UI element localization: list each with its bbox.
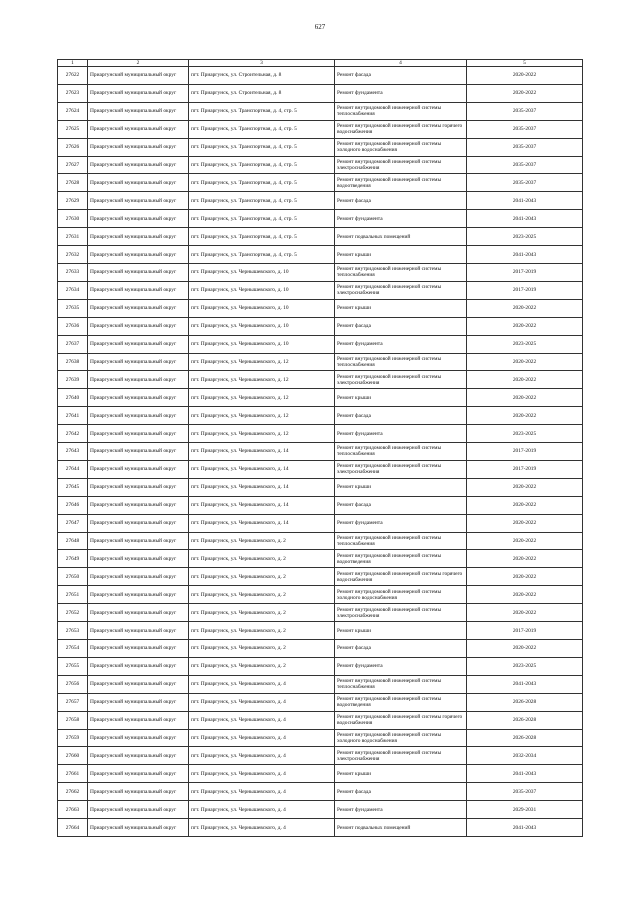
period-cell: 2020-2022 xyxy=(467,550,583,568)
row-number-cell: 27658 xyxy=(58,711,88,729)
column-number-row xyxy=(58,60,583,67)
period-cell: 2023-2025 xyxy=(467,228,583,246)
municipality-cell: Приаргунский муниципальный округ xyxy=(88,783,189,801)
period-cell: 2020-2022 xyxy=(467,640,583,658)
municipality-cell: Приаргунский муниципальный округ xyxy=(88,102,189,120)
table-row xyxy=(58,371,583,389)
period-cell: 2032-2034 xyxy=(467,747,583,765)
row-number-cell: 27661 xyxy=(58,765,88,783)
period-cell: 2020-2022 xyxy=(467,514,583,532)
work-type-cell: Ремонт фасада xyxy=(335,317,467,335)
municipality-cell: Приаргунский муниципальный округ xyxy=(88,729,189,747)
municipality-cell: Приаргунский муниципальный округ xyxy=(88,389,189,407)
table-row xyxy=(58,317,583,335)
table-row xyxy=(58,407,583,425)
municipality-cell: Приаргунский муниципальный округ xyxy=(88,138,189,156)
period-cell: 2020-2022 xyxy=(467,532,583,550)
row-number-cell: 27660 xyxy=(58,747,88,765)
period-cell: 2041-2043 xyxy=(467,819,583,837)
page-number: 627 xyxy=(314,23,326,31)
municipality-cell: Приаргунский муниципальный округ xyxy=(88,281,189,299)
address-cell: пгт. Приаргунск, ул. Чернышевского, д. 2 xyxy=(189,532,335,550)
period-cell: 2035-2037 xyxy=(467,120,583,138)
work-type-cell: Ремонт внутридомовой инженерной системы теплоснабжения xyxy=(335,102,467,120)
address-cell: пгт. Приаргунск, ул. Чернышевского, д. 14 xyxy=(189,496,335,514)
table-row xyxy=(58,263,583,281)
work-type-cell: Ремонт фасада xyxy=(335,783,467,801)
column-header: 4 xyxy=(335,60,467,67)
period-cell: 2020-2022 xyxy=(467,67,583,85)
address-cell: пгт. Приаргунск, ул. Чернышевского, д. 4 xyxy=(189,747,335,765)
address-cell: пгт. Приаргунск, ул. Чернышевского, д. 14 xyxy=(189,478,335,496)
work-type-cell: Ремонт внутридомовой инженерной системы электроснабжения xyxy=(335,460,467,478)
column-header: 3 xyxy=(189,60,335,67)
address-cell: пгт. Приаргунск, ул. Транспортная, д. 4, стр. 5 xyxy=(189,156,335,174)
municipality-cell: Приаргунский муниципальный округ xyxy=(88,425,189,443)
work-type-cell: Ремонт фундамента xyxy=(335,425,467,443)
row-number-cell: 27649 xyxy=(58,550,88,568)
column-header: 5 xyxy=(467,60,583,67)
row-number-cell: 27624 xyxy=(58,102,88,120)
period-cell: 2023-2025 xyxy=(467,335,583,353)
work-type-cell: Ремонт крыши xyxy=(335,389,467,407)
work-type-cell: Ремонт внутридомовой инженерной системы электроснабжения xyxy=(335,281,467,299)
period-cell: 2035-2037 xyxy=(467,783,583,801)
repair-schedule-table xyxy=(57,59,583,837)
row-number-cell: 27639 xyxy=(58,371,88,389)
work-type-cell: Ремонт внутридомовой инженерной системы водоотведения xyxy=(335,174,467,192)
row-number-cell: 27650 xyxy=(58,568,88,586)
period-cell: 2035-2037 xyxy=(467,138,583,156)
table-row xyxy=(58,783,583,801)
municipality-cell: Приаргунский муниципальный округ xyxy=(88,711,189,729)
row-number-cell: 27622 xyxy=(58,67,88,85)
row-number-cell: 27662 xyxy=(58,783,88,801)
municipality-cell: Приаргунский муниципальный округ xyxy=(88,67,189,85)
address-cell: пгт. Приаргунск, ул. Чернышевского, д. 2 xyxy=(189,622,335,640)
row-number-cell: 27654 xyxy=(58,640,88,658)
municipality-cell: Приаргунский муниципальный округ xyxy=(88,460,189,478)
work-type-cell: Ремонт внутридомовой инженерной системы холодного водоснабжения xyxy=(335,586,467,604)
work-type-cell: Ремонт крыши xyxy=(335,765,467,783)
municipality-cell: Приаргунский муниципальный округ xyxy=(88,693,189,711)
row-number-cell: 27655 xyxy=(58,657,88,675)
table-row xyxy=(58,228,583,246)
table-body xyxy=(58,67,583,837)
work-type-cell: Ремонт внутридомовой инженерной системы электроснабжения xyxy=(335,604,467,622)
row-number-cell: 27651 xyxy=(58,586,88,604)
address-cell: пгт. Приаргунск, ул. Чернышевского, д. 12 xyxy=(189,389,335,407)
period-cell: 2017-2019 xyxy=(467,460,583,478)
municipality-cell: Приаргунский муниципальный округ xyxy=(88,263,189,281)
work-type-cell: Ремонт внутридомовой инженерной системы холодного водоснабжения xyxy=(335,729,467,747)
row-number-cell: 27641 xyxy=(58,407,88,425)
table-row xyxy=(58,532,583,550)
work-type-cell: Ремонт внутридомовой инженерной системы горячего водоснабжения xyxy=(335,568,467,586)
work-type-cell: Ремонт подвальных помещений xyxy=(335,819,467,837)
table-row xyxy=(58,604,583,622)
address-cell: пгт. Приаргунск, ул. Чернышевского, д. 2 xyxy=(189,586,335,604)
municipality-cell: Приаргунский муниципальный округ xyxy=(88,532,189,550)
table-row xyxy=(58,335,583,353)
work-type-cell: Ремонт фундамента xyxy=(335,657,467,675)
row-number-cell: 27625 xyxy=(58,120,88,138)
period-cell: 2017-2019 xyxy=(467,263,583,281)
row-number-cell: 27628 xyxy=(58,174,88,192)
period-cell: 2017-2019 xyxy=(467,443,583,461)
address-cell: пгт. Приаргунск, ул. Чернышевского, д. 4 xyxy=(189,693,335,711)
table-row xyxy=(58,443,583,461)
row-number-cell: 27657 xyxy=(58,693,88,711)
table-row xyxy=(58,246,583,264)
row-number-cell: 27656 xyxy=(58,675,88,693)
work-type-cell: Ремонт фасада xyxy=(335,496,467,514)
address-cell: пгт. Приаргунск, ул. Транспортная, д. 4, стр. 5 xyxy=(189,138,335,156)
municipality-cell: Приаргунский муниципальный округ xyxy=(88,640,189,658)
table-row xyxy=(58,478,583,496)
table-row xyxy=(58,353,583,371)
work-type-cell: Ремонт внутридомовой инженерной системы электроснабжения xyxy=(335,156,467,174)
address-cell: пгт. Приаргунск, ул. Чернышевского, д. 2 xyxy=(189,550,335,568)
row-number-cell: 27630 xyxy=(58,210,88,228)
period-cell: 2020-2022 xyxy=(467,389,583,407)
period-cell: 2029-2031 xyxy=(467,801,583,819)
row-number-cell: 27623 xyxy=(58,84,88,102)
address-cell: пгт. Приаргунск, ул. Чернышевского, д. 14 xyxy=(189,443,335,461)
row-number-cell: 27645 xyxy=(58,478,88,496)
address-cell: пгт. Приаргунск, ул. Чернышевского, д. 10 xyxy=(189,281,335,299)
period-cell: 2026-2028 xyxy=(467,693,583,711)
table-row xyxy=(58,425,583,443)
address-cell: пгт. Приаргунск, ул. Чернышевского, д. 4 xyxy=(189,729,335,747)
column-header: 2 xyxy=(88,60,189,67)
municipality-cell: Приаргунский муниципальный округ xyxy=(88,317,189,335)
address-cell: пгт. Приаргунск, ул. Чернышевского, д. 12 xyxy=(189,407,335,425)
address-cell: пгт. Приаргунск, ул. Транспортная, д. 4, стр. 5 xyxy=(189,120,335,138)
period-cell: 2026-2028 xyxy=(467,711,583,729)
period-cell: 2020-2022 xyxy=(467,604,583,622)
row-number-cell: 27626 xyxy=(58,138,88,156)
table-row xyxy=(58,729,583,747)
period-cell: 2035-2037 xyxy=(467,156,583,174)
table-row xyxy=(58,693,583,711)
municipality-cell: Приаргунский муниципальный округ xyxy=(88,335,189,353)
work-type-cell: Ремонт фасада xyxy=(335,67,467,85)
row-number-cell: 27631 xyxy=(58,228,88,246)
municipality-cell: Приаргунский муниципальный округ xyxy=(88,514,189,532)
period-cell: 2020-2022 xyxy=(467,317,583,335)
row-number-cell: 27659 xyxy=(58,729,88,747)
municipality-cell: Приаргунский муниципальный округ xyxy=(88,819,189,837)
municipality-cell: Приаргунский муниципальный округ xyxy=(88,586,189,604)
address-cell: пгт. Приаргунск, ул. Транспортная, д. 4, стр. 5 xyxy=(189,192,335,210)
municipality-cell: Приаргунский муниципальный округ xyxy=(88,801,189,819)
table-row xyxy=(58,675,583,693)
table-row xyxy=(58,747,583,765)
address-cell: пгт. Приаргунск, ул. Чернышевского, д. 4 xyxy=(189,711,335,729)
row-number-cell: 27635 xyxy=(58,299,88,317)
table-row xyxy=(58,514,583,532)
period-cell: 2020-2022 xyxy=(467,371,583,389)
municipality-cell: Приаргунский муниципальный округ xyxy=(88,657,189,675)
period-cell: 2041-2043 xyxy=(467,765,583,783)
period-cell: 2020-2022 xyxy=(467,353,583,371)
work-type-cell: Ремонт фасада xyxy=(335,640,467,658)
table-row xyxy=(58,138,583,156)
period-cell: 2035-2037 xyxy=(467,174,583,192)
address-cell: пгт. Приаргунск, ул. Чернышевского, д. 14 xyxy=(189,460,335,478)
municipality-cell: Приаргунский муниципальный округ xyxy=(88,550,189,568)
address-cell: пгт. Приаргунск, ул. Чернышевского, д. 4 xyxy=(189,783,335,801)
period-cell: 2020-2022 xyxy=(467,496,583,514)
row-number-cell: 27627 xyxy=(58,156,88,174)
address-cell: пгт. Приаргунск, ул. Чернышевского, д. 12 xyxy=(189,353,335,371)
period-cell: 2017-2019 xyxy=(467,281,583,299)
work-type-cell: Ремонт внутридомовой инженерной системы теплоснабжения xyxy=(335,532,467,550)
municipality-cell: Приаргунский муниципальный округ xyxy=(88,174,189,192)
period-cell: 2017-2019 xyxy=(467,622,583,640)
row-number-cell: 27632 xyxy=(58,246,88,264)
table-row xyxy=(58,120,583,138)
period-cell: 2020-2022 xyxy=(467,407,583,425)
row-number-cell: 27663 xyxy=(58,801,88,819)
work-type-cell: Ремонт внутридомовой инженерной системы горячего водоснабжения xyxy=(335,120,467,138)
work-type-cell: Ремонт фасада xyxy=(335,407,467,425)
address-cell: пгт. Приаргунск, ул. Чернышевского, д. 4 xyxy=(189,675,335,693)
table-row xyxy=(58,586,583,604)
municipality-cell: Приаргунский муниципальный округ xyxy=(88,228,189,246)
table-row xyxy=(58,622,583,640)
work-type-cell: Ремонт крыши xyxy=(335,622,467,640)
work-type-cell: Ремонт внутридомовой инженерной системы электроснабжения xyxy=(335,747,467,765)
period-cell: 2023-2025 xyxy=(467,425,583,443)
municipality-cell: Приаргунский муниципальный округ xyxy=(88,675,189,693)
municipality-cell: Приаргунский муниципальный округ xyxy=(88,765,189,783)
municipality-cell: Приаргунский муниципальный округ xyxy=(88,210,189,228)
period-cell: 2041-2043 xyxy=(467,675,583,693)
municipality-cell: Приаргунский муниципальный округ xyxy=(88,299,189,317)
work-type-cell: Ремонт крыши xyxy=(335,246,467,264)
work-type-cell: Ремонт внутридомовой инженерной системы теплоснабжения xyxy=(335,353,467,371)
work-type-cell: Ремонт внутридомовой инженерной системы электроснабжения xyxy=(335,371,467,389)
municipality-cell: Приаргунский муниципальный округ xyxy=(88,120,189,138)
municipality-cell: Приаргунский муниципальный округ xyxy=(88,622,189,640)
municipality-cell: Приаргунский муниципальный округ xyxy=(88,371,189,389)
period-cell: 2041-2043 xyxy=(467,246,583,264)
work-type-cell: Ремонт внутридомовой инженерной системы теплоснабжения xyxy=(335,443,467,461)
address-cell: пгт. Приаргунск, ул. Чернышевского, д. 12 xyxy=(189,425,335,443)
table-row xyxy=(58,84,583,102)
address-cell: пгт. Приаргунск, ул. Транспортная, д. 4, стр. 5 xyxy=(189,174,335,192)
table-row xyxy=(58,389,583,407)
address-cell: пгт. Приаргунск, ул. Строительная, д. 8 xyxy=(189,84,335,102)
row-number-cell: 27664 xyxy=(58,819,88,837)
table-row xyxy=(58,156,583,174)
work-type-cell: Ремонт фундамента xyxy=(335,84,467,102)
period-cell: 2020-2022 xyxy=(467,568,583,586)
address-cell: пгт. Приаргунск, ул. Транспортная, д. 4, стр. 5 xyxy=(189,102,335,120)
table-row xyxy=(58,496,583,514)
table-row xyxy=(58,801,583,819)
period-cell: 2020-2022 xyxy=(467,586,583,604)
row-number-cell: 27644 xyxy=(58,460,88,478)
address-cell: пгт. Приаргунск, ул. Чернышевского, д. 14 xyxy=(189,514,335,532)
table-row xyxy=(58,657,583,675)
address-cell: пгт. Приаргунск, ул. Чернышевского, д. 2 xyxy=(189,568,335,586)
address-cell: пгт. Приаргунск, ул. Чернышевского, д. 12 xyxy=(189,371,335,389)
row-number-cell: 27638 xyxy=(58,353,88,371)
table-row xyxy=(58,174,583,192)
address-cell: пгт. Приаргунск, ул. Транспортная, д. 4, стр. 5 xyxy=(189,246,335,264)
row-number-cell: 27643 xyxy=(58,443,88,461)
address-cell: пгт. Приаргунск, ул. Чернышевского, д. 2 xyxy=(189,657,335,675)
row-number-cell: 27640 xyxy=(58,389,88,407)
row-number-cell: 27637 xyxy=(58,335,88,353)
table-row xyxy=(58,102,583,120)
table-row xyxy=(58,568,583,586)
address-cell: пгт. Приаргунск, ул. Чернышевского, д. 4 xyxy=(189,801,335,819)
row-number-cell: 27647 xyxy=(58,514,88,532)
address-cell: пгт. Приаргунск, ул. Чернышевского, д. 4 xyxy=(189,819,335,837)
table-row xyxy=(58,460,583,478)
row-number-cell: 27646 xyxy=(58,496,88,514)
municipality-cell: Приаргунский муниципальный округ xyxy=(88,84,189,102)
table-row xyxy=(58,550,583,568)
table-row xyxy=(58,711,583,729)
work-type-cell: Ремонт фундамента xyxy=(335,335,467,353)
table-row xyxy=(58,192,583,210)
municipality-cell: Приаргунский муниципальный округ xyxy=(88,747,189,765)
table-row xyxy=(58,281,583,299)
table-row xyxy=(58,67,583,85)
municipality-cell: Приаргунский муниципальный округ xyxy=(88,478,189,496)
municipality-cell: Приаргунский муниципальный округ xyxy=(88,156,189,174)
work-type-cell: Ремонт фасада xyxy=(335,192,467,210)
row-number-cell: 27629 xyxy=(58,192,88,210)
address-cell: пгт. Приаргунск, ул. Транспортная, д. 4, стр. 5 xyxy=(189,228,335,246)
address-cell: пгт. Приаргунск, ул. Чернышевского, д. 4 xyxy=(189,765,335,783)
work-type-cell: Ремонт фундамента xyxy=(335,801,467,819)
period-cell: 2041-2043 xyxy=(467,210,583,228)
municipality-cell: Приаргунский муниципальный округ xyxy=(88,568,189,586)
municipality-cell: Приаргунский муниципальный округ xyxy=(88,246,189,264)
row-number-cell: 27636 xyxy=(58,317,88,335)
work-type-cell: Ремонт крыши xyxy=(335,299,467,317)
row-number-cell: 27633 xyxy=(58,263,88,281)
table-row xyxy=(58,210,583,228)
column-header: 1 xyxy=(58,60,88,67)
address-cell: пгт. Приаргунск, ул. Чернышевского, д. 2 xyxy=(189,640,335,658)
table-row xyxy=(58,819,583,837)
work-type-cell: Ремонт фундамента xyxy=(335,514,467,532)
address-cell: пгт. Приаргунск, ул. Чернышевского, д. 10 xyxy=(189,335,335,353)
address-cell: пгт. Приаргунск, ул. Чернышевского, д. 2 xyxy=(189,604,335,622)
period-cell: 2041-2043 xyxy=(467,192,583,210)
row-number-cell: 27642 xyxy=(58,425,88,443)
address-cell: пгт. Приаргунск, ул. Строительная, д. 8 xyxy=(189,67,335,85)
work-type-cell: Ремонт подвальных помещений xyxy=(335,228,467,246)
municipality-cell: Приаргунский муниципальный округ xyxy=(88,604,189,622)
work-type-cell: Ремонт внутридомовой инженерной системы холодного водоснабжения xyxy=(335,138,467,156)
period-cell: 2026-2028 xyxy=(467,729,583,747)
work-type-cell: Ремонт внутридомовой инженерной системы водоотведения xyxy=(335,693,467,711)
work-type-cell: Ремонт внутридомовой инженерной системы теплоснабжения xyxy=(335,675,467,693)
address-cell: пгт. Приаргунск, ул. Чернышевского, д. 10 xyxy=(189,317,335,335)
address-cell: пгт. Приаргунск, ул. Чернышевского, д. 10 xyxy=(189,299,335,317)
municipality-cell: Приаргунский муниципальный округ xyxy=(88,192,189,210)
municipality-cell: Приаргунский муниципальный округ xyxy=(88,353,189,371)
period-cell: 2020-2022 xyxy=(467,299,583,317)
row-number-cell: 27634 xyxy=(58,281,88,299)
municipality-cell: Приаргунский муниципальный округ xyxy=(88,496,189,514)
row-number-cell: 27652 xyxy=(58,604,88,622)
work-type-cell: Ремонт внутридомовой инженерной системы горячего водоснабжения xyxy=(335,711,467,729)
row-number-cell: 27653 xyxy=(58,622,88,640)
work-type-cell: Ремонт внутридомовой инженерной системы теплоснабжения xyxy=(335,263,467,281)
period-cell: 2023-2025 xyxy=(467,657,583,675)
table-row xyxy=(58,640,583,658)
period-cell: 2035-2037 xyxy=(467,102,583,120)
row-number-cell: 27648 xyxy=(58,532,88,550)
table-row xyxy=(58,765,583,783)
period-cell: 2020-2022 xyxy=(467,478,583,496)
work-type-cell: Ремонт крыши xyxy=(335,478,467,496)
address-cell: пгт. Приаргунск, ул. Чернышевского, д. 10 xyxy=(189,263,335,281)
municipality-cell: Приаргунский муниципальный округ xyxy=(88,407,189,425)
work-type-cell: Ремонт фундамента xyxy=(335,210,467,228)
table-row xyxy=(58,299,583,317)
address-cell: пгт. Приаргунск, ул. Транспортная, д. 4, стр. 5 xyxy=(189,210,335,228)
municipality-cell: Приаргунский муниципальный округ xyxy=(88,443,189,461)
period-cell: 2020-2022 xyxy=(467,84,583,102)
work-type-cell: Ремонт внутридомовой инженерной системы водоотведения xyxy=(335,550,467,568)
